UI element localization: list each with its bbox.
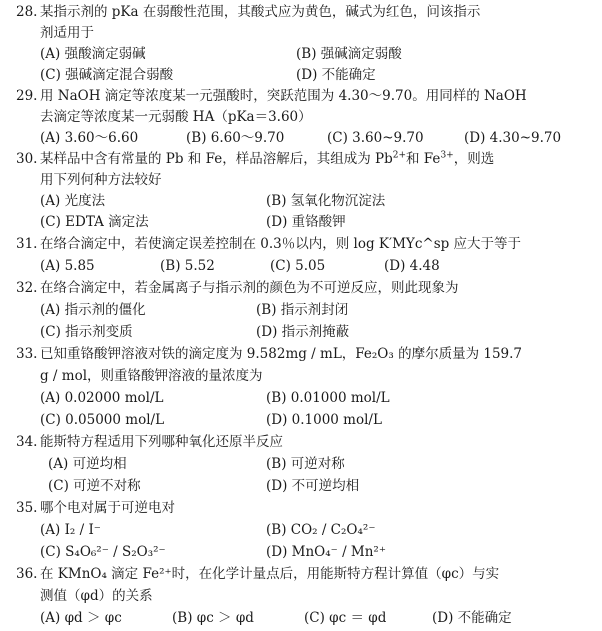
question-stem-cont: 去滴定等浓度某一元弱酸 HA（pKa＝3.60）: [40, 109, 312, 125]
option-c: (C) 指示剂变质: [40, 324, 133, 340]
question-stem-cont: 用下列何种方法较好: [40, 172, 162, 188]
question-number: 31.: [16, 236, 38, 252]
question-stem: 用 NaOH 滴定等浓度某一元强酸时，突跃范围为 4.30～9.70。用同样的 NaOH: [40, 88, 527, 104]
option-b: (B) 可逆对称: [266, 456, 345, 472]
option-a: (A) 光度法: [40, 193, 106, 209]
option-c: (C) 强碱滴定混合弱酸: [40, 67, 174, 83]
option-a: (A) 强酸滴定弱碱: [40, 46, 146, 62]
option-c: (C) EDTA 滴定法: [40, 214, 149, 230]
option-b: (B) 强碱滴定弱酸: [296, 46, 402, 62]
option-d: (D) 不能确定: [432, 610, 512, 626]
option-a: (A) I₂ / I⁻: [40, 522, 101, 538]
question-number: 32.: [16, 280, 38, 296]
option-d: (D) 重铬酸钾: [266, 214, 346, 230]
option-c: (C) 5.05: [270, 258, 326, 274]
question-number: 28.: [16, 4, 38, 20]
question-number: 29.: [16, 88, 38, 104]
option-d: (D) 4.48: [384, 258, 440, 274]
option-c: (C) 可逆不对称: [48, 478, 141, 494]
question-stem-cont: 测值（φd）的关系: [40, 588, 153, 604]
option-b: (B) 指示剂封闭: [256, 302, 349, 318]
option-d: (D) 0.1000 mol/L: [266, 412, 382, 428]
option-d: (D) MnO₄⁻ / Mn²⁺: [266, 544, 386, 560]
option-d: (D) 4.30~9.70: [464, 130, 562, 146]
question-number: 30.: [16, 151, 38, 167]
option-b: (B) CO₂ / C₂O₄²⁻: [266, 522, 376, 538]
question-stem: 哪个电对属于可逆电对: [40, 500, 175, 516]
option-a: (A) 3.60～6.60: [40, 130, 139, 146]
question-stem: 某样品中含有常量的 Pb 和 Fe，样品溶解后，其组成为 $Pb^{2+}$和 $Fe^{3+}$，则选: [40, 150, 495, 167]
option-d: (D) 指示剂掩蔽: [256, 324, 350, 340]
question-stem: 在络合滴定中，若金属离子与指示剂的颜色为不可逆反应，则此现象为: [40, 280, 459, 296]
option-c: (C) φc ＝ φd: [304, 610, 387, 626]
option-c: (C) S₄O₆²⁻ / S₂O₃²⁻: [40, 544, 166, 560]
option-b: (B) 5.52: [160, 258, 215, 274]
question-stem: 在络合滴定中，若使滴定误差控制在 0.3％以内，则 log K′MYc^sp 应大于等于: [40, 236, 522, 252]
question-number: 33.: [16, 346, 38, 362]
question-number: 34.: [16, 434, 38, 450]
question-stem: 某指示剂的 pKa 在弱酸性范围，其酸式应为黄色，碱式为红色，问该指示: [40, 4, 481, 20]
option-b: (B) φc ＞ φd: [172, 610, 254, 626]
option-a: (A) φd ＞ φc: [40, 610, 122, 626]
option-d: (D) 不能确定: [296, 67, 376, 83]
question-stem-cont: g / mol，则重铬酸钾溶液的量浓度为: [40, 368, 263, 384]
question-stem: 在 KMnO₄ 滴定 Fe²⁺时，在化学计量点后，用能斯特方程计算值（φc）与实: [40, 566, 500, 582]
option-a: (A) 5.85: [40, 258, 95, 274]
option-a: (A) 可逆均相: [48, 456, 127, 472]
question-stem: 能斯特方程适用下列哪种氧化还原半反应: [40, 434, 283, 450]
question-number: 36.: [16, 566, 38, 582]
option-c: (C) 0.05000 mol/L: [40, 412, 165, 428]
option-a: (A) 0.02000 mol/L: [40, 390, 164, 406]
question-stem-cont: 剂适用于: [40, 25, 94, 41]
question-stem: 已知重铬酸钾溶液对铁的滴定度为 9.582mg / mL，Fe₂O₃ 的摩尔质量为 159.7: [40, 346, 523, 362]
option-a: (A) 指示剂的僵化: [40, 302, 146, 318]
question-number: 35.: [16, 500, 38, 516]
option-c: (C) 3.60~9.70: [327, 130, 424, 146]
option-b: (B) 6.60～9.70: [186, 130, 285, 146]
option-d: (D) 不可逆均相: [266, 478, 360, 494]
option-b: (B) 0.01000 mol/L: [266, 390, 390, 406]
option-b: (B) 氢氧化物沉淀法: [266, 193, 386, 209]
